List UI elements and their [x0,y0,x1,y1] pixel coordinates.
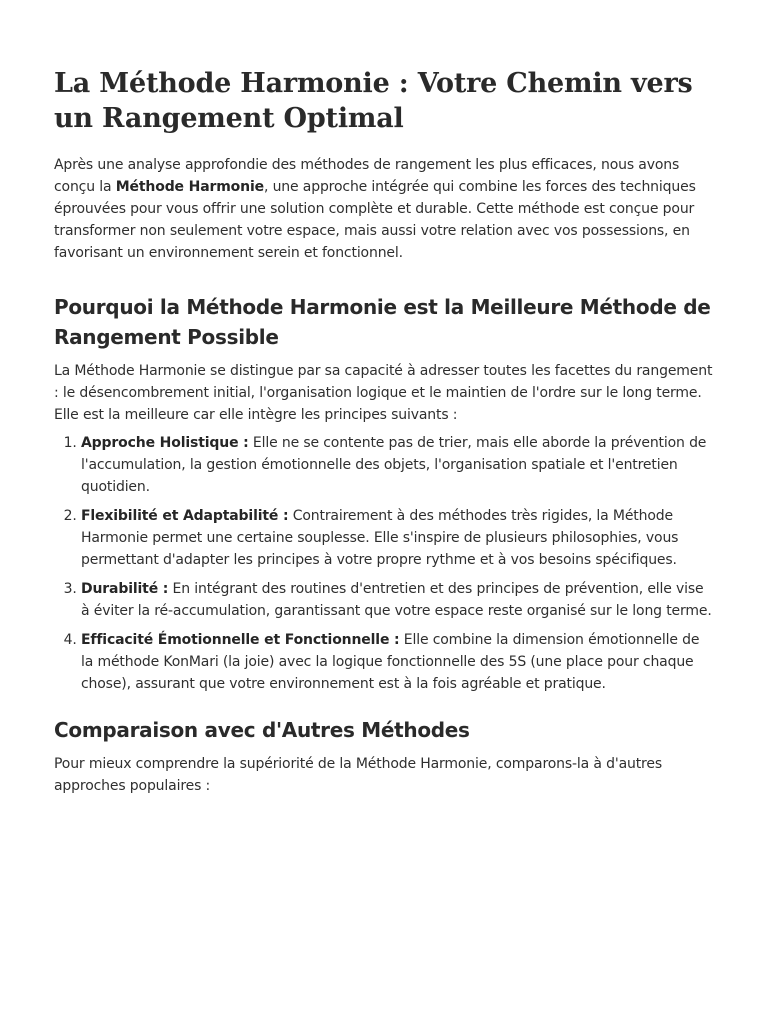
principles-list [54,432,714,695]
list-item-text: Elle ne se contente pas de trier, mais elle aborde la prévention de l'accumulation, la gestion émotionnelle des objets, l'organisation spatiale et l'entretien quotidien. [81,435,707,495]
section-why-lead: La Méthode Harmonie se distingue par sa capacité à adresser toutes les facettes du rangement : le désencombrement initial, l'organisation logique et le maintien de l'ordre sur le long terme. Elle est la meilleure car elle intègre les principes suivants : [54,363,713,423]
section-heading-why: Pourquoi la Méthode Harmonie est la Meilleure Méthode de Rangement Possible [54,295,711,349]
list-item [81,432,714,498]
page-title: La Méthode Harmonie : Votre Chemin vers un Rangement Optimal [54,68,693,134]
intro-text-start: Après une analyse approfondie des méthodes de rangement les plus efficaces, nous avons conçu la [54,157,680,195]
list-item [81,505,714,571]
list-item [81,629,714,695]
list-item-term: Efficacité Émotionnelle et Fonctionnelle : [81,632,400,648]
list-item-text: Elle combine la dimension émotionnelle de la méthode KonMari (la joie) avec la logique fonctionnelle des 5S (une place pour chaque chose), assurant que votre environnement est à la fois agréable et pratique. [81,632,700,692]
list-item-term: Flexibilité et Adaptabilité : [81,508,289,524]
intro-method-name: Méthode Harmonie [115,179,264,195]
list-item-term: Approche Holistique : [81,435,249,451]
section-comparison-lead: Pour mieux comprendre la supériorité de la Méthode Harmonie, comparons-la à d'autres approches populaires : [54,756,662,794]
list-item [81,578,714,622]
section-heading-comparison: Comparaison avec d'Autres Méthodes [54,718,470,742]
list-item-text: Contrairement à des méthodes très rigides, la Méthode Harmonie permet une certaine souplesse. Elle s'inspire de plusieurs philosophies, vous permettant d'adapter les principes à votre propre rythme et à vos besoins spécifiques. [81,508,679,568]
list-item-term: Durabilité : [81,581,169,597]
intro-text-end: , une approche intégrée qui combine les forces des techniques éprouvées pour vous offrir une solution complète et durable. Cette méthode est conçue pour transformer non seulement votre espace, mais aussi votre relation avec vos possessions, en favorisant un environnement serein et fonctionnel. [54,179,696,261]
intro-paragraph [54,154,714,264]
list-item-text: En intégrant des routines d'entretien et des principes de prévention, elle vise à éviter la ré-accumulation, garantissant que votre espace reste organisé sur le long terme. [81,581,712,619]
